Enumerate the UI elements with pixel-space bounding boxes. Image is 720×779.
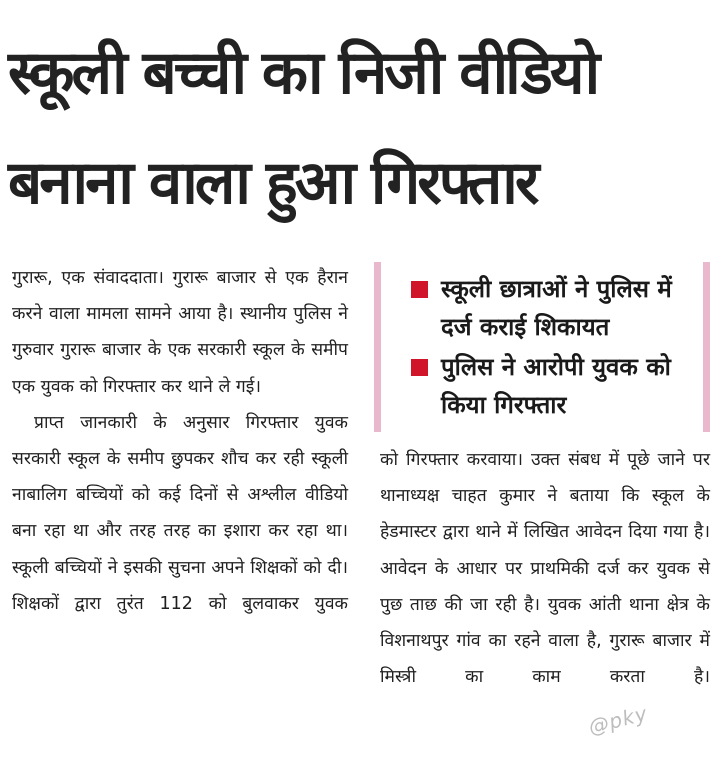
left-paragraph-1: गुरारू, एक संवाददाता। गुरारू बाजार से एक हैरान करने वाला मामला सामने आया है। स्थानीय पुलिस ने गुरुवार गुरारू बाजार के एक सरकारी स्कूल के समीप एक युवक को गिरफ्तार कर थाने ले गई। bbox=[12, 268, 348, 397]
red-square-bullet-icon bbox=[411, 359, 428, 376]
highlight-item bbox=[403, 348, 695, 424]
right-paragraph-1: को गिरफ्तार करवाया। उक्त संबध में पूछे जाने पर थानाध्यक्ष चाहत कुमार ने बताया कि स्कूल के हेडमास्टर द्वारा थाने में लिखित आवेदन दिया गया है। आवेदन के आधार पर प्राथमिकी दर्ज कर युवक से पुछ ताछ की जा रही है। युवक आंती थाना क्षेत्र के विशनाथपुर गांव का रहने वाला है, गुरारू बाजार में मिस्त्री का काम करता है। bbox=[380, 450, 710, 688]
highlight-text: पुलिस ने आरोपी युवक को किया गिरफ्तार bbox=[441, 353, 671, 419]
left-column bbox=[12, 260, 348, 622]
headline bbox=[8, 18, 712, 238]
highlight-box bbox=[374, 262, 710, 432]
red-square-bullet-icon bbox=[411, 281, 428, 298]
watermark: @pky bbox=[585, 701, 651, 739]
highlight-item bbox=[403, 270, 695, 346]
headline-line-1: स्कूली बच्ची का निजी वीडियो bbox=[8, 38, 598, 108]
headline-line-2: बनाना वाला हुआ गिरफ्तार bbox=[8, 148, 537, 218]
right-column bbox=[380, 442, 710, 695]
left-paragraph-2: प्राप्त जानकारी के अनुसार गिरफ्तार युवक सरकारी स्कूल के समीप छुपकर शौच कर रही स्कूली नाबालिग बच्चियों को कई दिनों से अश्लील वीडियो बना रहा था और तरह तरह का इशारा कर रहा था। स्कूली बच्चियों ने इसकी सुचना अपने शिक्षकों को दी। शिक्षकों द्वारा तुरंत 112 को बुलवाकर युवक bbox=[12, 412, 348, 614]
highlight-text: स्कूली छात्राओं ने पुलिस में दर्ज कराई शिकायत bbox=[441, 275, 672, 341]
